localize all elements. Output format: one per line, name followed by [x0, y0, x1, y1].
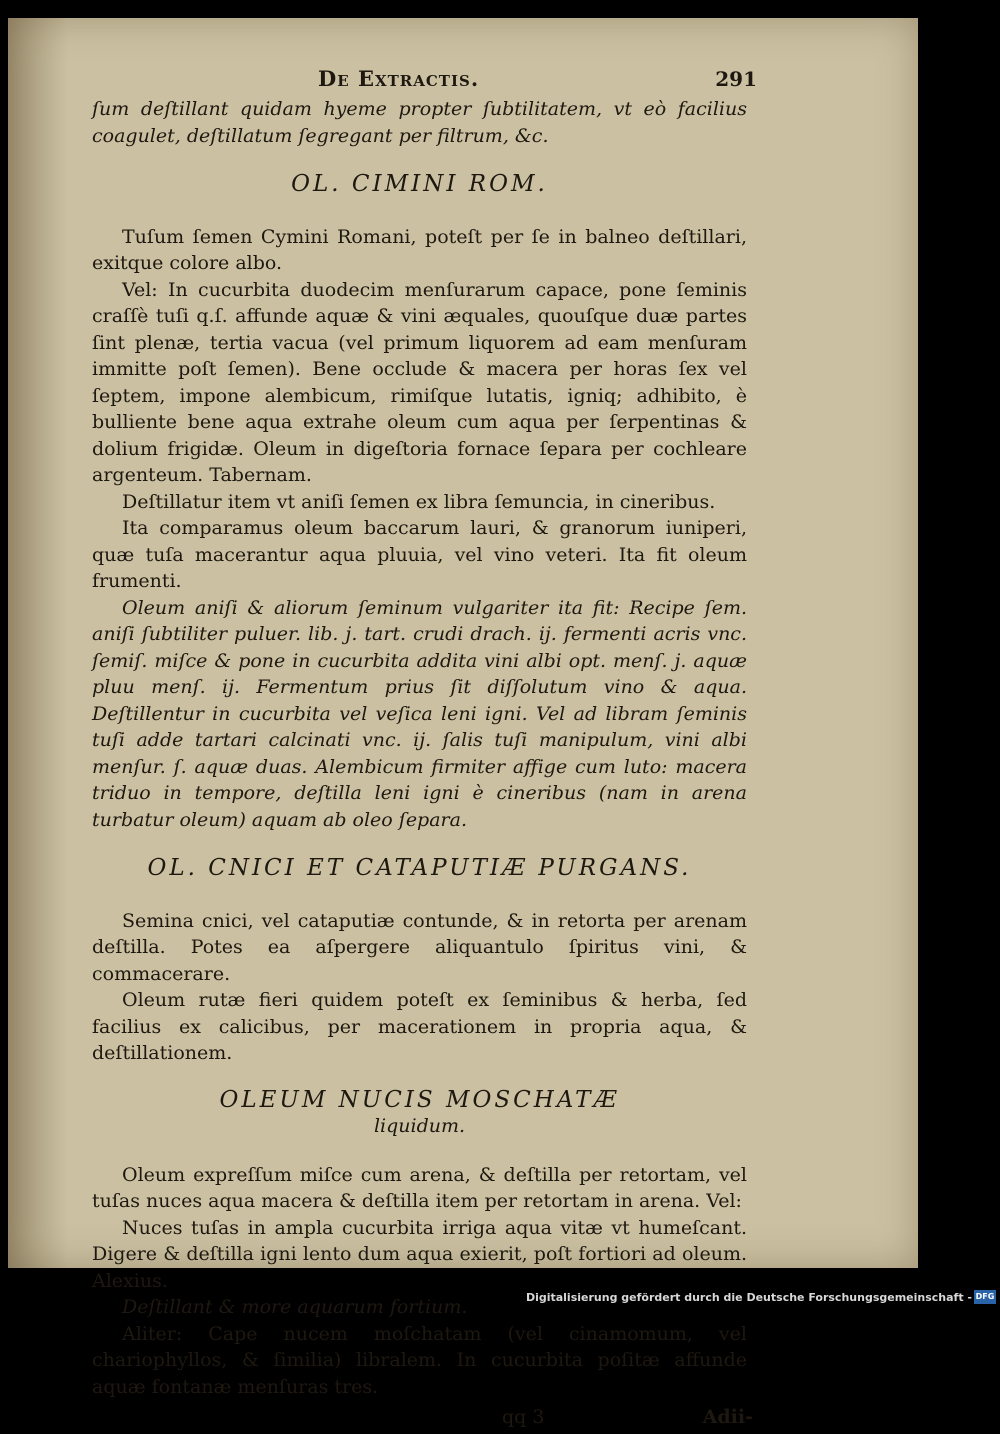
- paragraph: Oleum expreſſum miſce cum arena, & deſtilla per retortam, vel tuſas nuces aqua macera & deſtilla item per retortam in arena. Vel:: [92, 1163, 747, 1212]
- paragraph: Semina cnici, vel cataputiæ contunde, & in retorta per arenam deſtilla. Potes ea aſpergere aliquantulo ſpiritus vini, & commacerare.: [92, 909, 747, 985]
- paragraph: Oleum aniſi & aliorum ſeminum vulgariter ita fit: Recipe ſem. aniſi ſubtiliter puluer. lib. j. tart. crudi drach. ij. fermenti acris vnc. ſemiſ. miſce & pone in cucurbita addita vini albi opt. menſ. j. aquæ pluu menſ. ij. Fermentum prius ſit diſſolutum vino & aqua. Deſtillentur in cucurbita vel veſica leni igni. Vel ad libram ſeminis tuſi adde tartari calcinati vnc. ij. ſalis tuſi manipulum, vini albi menſur. ſ. aquæ duas. Alembicum firmiter affige cum luto: macera triduo in tempore, deſtilla leni igni è cineribus (nam in arena turbatur oleum) aquam ab oleo ſepara.: [92, 596, 747, 831]
- paragraph: ſum deſtillant quidam hyeme propter ſubtilitatem, vt eò facilius coagulet, deſtillatum ſegregant per filtrum, &c.: [92, 98, 747, 147]
- page-spine-shadow: [8, 18, 68, 1268]
- page-footer: [92, 1404, 753, 1434]
- dfg-logo-icon: DFG: [974, 1290, 996, 1304]
- digitization-credit: Digitalisierung gefördert durch die Deutsche Forschungsgemeinschaft -: [525, 1291, 972, 1304]
- page-header: [92, 66, 757, 96]
- running-title: De Extractis.: [318, 66, 480, 91]
- paragraph: Aliter: Cape nucem moſchatam (vel cinamomum, vel chariophyllos, & ſimilia) libralem. In cucurbita poſitæ affunde aquæ fontanæ menſuras tres.: [92, 1322, 747, 1398]
- catchword: Adii-: [702, 1406, 753, 1428]
- section-heading: OL. CNICI ET CATAPUTIÆ PURGANS.: [147, 855, 692, 881]
- paragraph: Deſtillatur item vt aniſi ſemen ex libra ſemuncia, in cineribus.: [122, 490, 716, 513]
- paragraph: Ita comparamus oleum baccarum lauri, & granorum iuniperi, quæ tuſa macerantur aqua pluuia, vel vino veteri. Ita fit oleum frumenti.: [92, 517, 747, 592]
- section-subheading: liquidum.: [373, 1115, 466, 1137]
- section-heading: OL. CIMINI ROM.: [291, 171, 548, 197]
- paragraph: Vel: In cucurbita duodecim menſurarum capace, pone ſeminis craſſè tuſi q.ſ. affunde aquæ & vini æquales, quouſque duæ partes ſint plenæ, tertia vacua (vel primum liquorem ad eam menſuram immitte poſt ſemen). Bene occlude & macera per horas ſex vel ſeptem, impone alembicum, rimiſque lutatis, igniq; adhibito, è bulliente bene aqua extrahe oleum cum aqua per ſerpentinas & dolium frigidæ. Oleum in digeſtoria fornace ſepara per cochleare argenteum. Tabernam.: [92, 278, 747, 486]
- page-number: 291: [715, 67, 757, 91]
- paragraph: Nuces tuſas in ampla cucurbita irriga aqua vitæ vt humeſcant. Digere & deſtilla igni lento dum aqua exierit, poſt fortiori ad oleum. Alexius.: [92, 1216, 747, 1292]
- section-heading: OLEUM NUCIS MOSCHATÆ: [219, 1086, 620, 1113]
- paragraph: Oleum rutæ fieri quidem poteſt ex ſeminibus & herba, ſed facilius ex calicibus, per macerationem in propria aqua, & deſtillationem.: [92, 989, 747, 1064]
- signature-mark: qq 3: [502, 1406, 545, 1428]
- paragraph: Tuſum ſemen Cymini Romani, poteſt per ſe in balneo deſtillari, exitque colore albo.: [92, 225, 747, 274]
- paragraph: Deſtillant & more aquarum fortium.: [122, 1296, 468, 1318]
